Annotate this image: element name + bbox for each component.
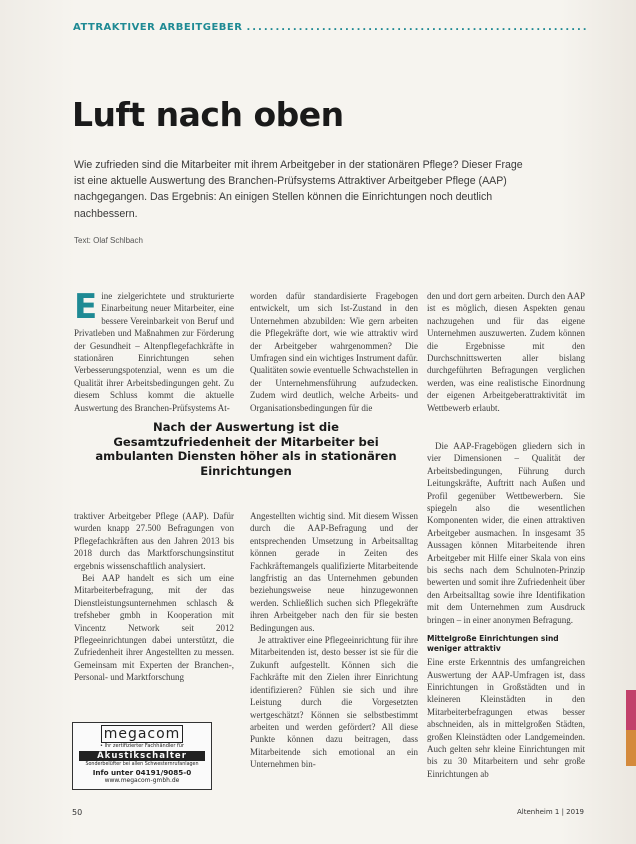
article-byline: Text: Olaf Schlbach xyxy=(74,236,143,245)
ad-logo-text: megacom xyxy=(101,725,184,743)
column-2-bottom-para-2: Je attraktiver eine Pflegeeinrichtung für ihre Mitarbeitenden ist, desto besser ist sie für die Zukunft aufgestellt. Können sich die Fachkräfte mit den Zielen ihrer Einrichtung identifizieren? Fühlen sie sich und ihre Leistung durch die Vorgesetzten wertgeschätzt? Können sie selbstbestimmt arbeiten und werden gefördert? All diese Punkte können dazu beitragen, dass Mitarbeitende sich emotional an ein Unternehmen bin- xyxy=(250,635,418,770)
ad-phone: Info unter 04191/9085-0 xyxy=(92,768,192,777)
column-3-subhead: Mittelgroße Einrichtungen sind weniger attraktiv xyxy=(427,634,559,654)
ad-product-name: Akustikschalter xyxy=(79,751,205,761)
column-2-bottom-para-1: Angestellten wichtig sind. Mit diesem Wissen durch die AAP-Befragung und der entsprechenden Umsetzung in Arbeitsalltag können gerade in Zeiten des Fachkräftemangels qualifizierte Mitarbeitende langfristig an das Unternehmen gebunden beziehungsweise neue hinzugewonnen werden. Schließlich suchen sich Pflegekräfte ihren Arbeitgeber nach den für sie besten Bedingungen aus. xyxy=(250,511,418,633)
column-3-top-text: den und dort gern arbeiten. Durch den AAP ist es möglich, diesen Aspekten genau nachzugehen und für das eigene Unternehmen auszuwerten. Zudem können die Ergebnisse mit den Durchschnittswerten aller bislang durchgeführten Befragungen verglichen werden, was eine realistische Einordnung der eigenen Arbeitgeberattraktivität im Wettbewerb erlaubt. xyxy=(427,291,585,413)
magazine-issue: Altenheim 1 | 2019 xyxy=(516,808,584,816)
ad-url: www.megacom-gmbh.de xyxy=(104,777,180,784)
column-1-top-text: ine zielgerichtete und strukturierte Einarbeitung neuer Mitarbeiter, eine bessere Vereinbarkeit von Beruf und Privatleben und Maßnahmen zur Förderung der Gesundheit – Altenpflegefachkräfte in stationären Einrichtungen sehen Verbesserungspotenzial, wenn es um die Qualität ihrer Arbeitsbedingungen geht. Zu diesem Schluss kommt die aktuelle Auswertung des Branchen-Prüfsystems At- xyxy=(74,291,234,413)
pull-quote: Nach der Auswertung ist die Gesamtzufriedenheit der Mitarbeiter bei ambulanten Diensten höher als in stationären Einrichtungen xyxy=(95,420,397,478)
section-kicker xyxy=(73,22,603,38)
column-3-bottom-para-1: Die AAP-Fragebögen gliedern sich in vier Dimensionen – Qualität der Arbeitsbedingungen, Führung durch Leitungskräfte, Auftritt nach Außen und Profil gegenüber Wettbewerbern. Sie spiegeln also die wesentlichen Komponenten wider, die einen attraktiven Arbeitgeber ausmachen. In insgesamt 35 Aussagen können Mitarbeitende ihren Arbeitgeber mit Hilfe einer Skala von eins bis sechs nach dem Schulnoten-Prinzip bewerten und somit ihre Zufriedenheit über den Arbeitsalltag sowie ihre Identifikation mit dem Unternehmen zum Ausdruck bringen – in einer anonymen Befragung. xyxy=(427,441,585,625)
column-1-top xyxy=(74,287,234,414)
page-edge-tab-pink xyxy=(626,690,636,730)
ad-small-print: Sonderbelüfter bei allen Schwesternrufanlagen xyxy=(85,762,199,767)
ad-tagline: • Ihr zertifizierter Fachhändler für xyxy=(100,743,184,749)
article-lead: Wie zufrieden sind die Mitarbeiter mit ihrem Arbeitgeber in der stationären Pflege? Dieser Frage ist eine aktuelle Auswertung des Branchen-Prüfsystems Attraktiver Arbeitgeber Pflege (AAP) nachgegangen. Das Ergebnis: An einigen Stellen können die Einrichtungen noch deutlich nachbessern. xyxy=(74,159,523,220)
column-3-top xyxy=(427,290,585,414)
ad-logo xyxy=(73,726,211,742)
article-title: Luft nach oben xyxy=(72,95,344,134)
kicker-dots: ........................................................... xyxy=(246,22,589,33)
column-2-top xyxy=(250,290,418,414)
column-2-top-text: worden dafür standardisierte Fragebogen entwickelt, um sich Ist-Zustand in den Unternehmen abzubilden: Wie gern arbeiten die Pflegekräfte dort, wie wie attraktiv wird der Arbeitgeber wahrgenommen? Die Umfragen sind ein wichtiges Instrument dafür. Qualitäten sowie eventuelle Schwachstellen in der Unternehmensführung aufzudecken. Zudem wird deutlich, welche Arbeits- und Organisationsbedingungen für die xyxy=(250,291,418,413)
column-1-bottom-para-2: Bei AAP handelt es sich um eine Mitarbeiterbefragung, mit der das Dienstleistungsunternehmen schlasch & trefsheber gmbh in Kooperation mit Vincentz Network seit 2012 Pflegeeinrichtungen dabei unterstützt, die Zufriedenheit ihrer Angestellten zu messen. Gemeinsam mit Experten der Branchen-, Personal- und Marktforschung xyxy=(74,573,234,683)
column-3-bottom xyxy=(427,440,585,780)
column-1-bottom xyxy=(74,510,234,684)
page-edge-tab-orange xyxy=(626,730,636,766)
advertisement-box xyxy=(72,722,212,790)
kicker-label: ATTRAKTIVER ARBEITGEBER xyxy=(73,22,243,33)
drop-cap: E xyxy=(74,287,98,327)
column-1-bottom-para-1: traktiver Arbeitgeber Pflege (AAP). Dafür wurden knapp 27.500 Befragungen von Pflegefachkräften aus den Jahren 2013 bis 2018 durch das Marktforschungsinstitut ergebnis wissenschaftlich analysiert. xyxy=(74,511,234,571)
column-3-bottom-para-2: Eine erste Erkenntnis des umfangreichen Auswertung der AAP-Umfragen ist, dass Einrichtungen in Großstädten und in kleineren Kleinstädten in den Mitarbeiterbefragungen etwas besser abschneiden, als in mittelgroßen Städten, großen Kleinstädten oder Landgemeinden. Auch gelten sehr kleine Einrichtungen mit bis zu 30 Mitarbeitern und sehr große Einrichtungen ab xyxy=(427,657,585,779)
column-2-bottom xyxy=(250,510,418,771)
page-number: 50 xyxy=(72,808,83,817)
